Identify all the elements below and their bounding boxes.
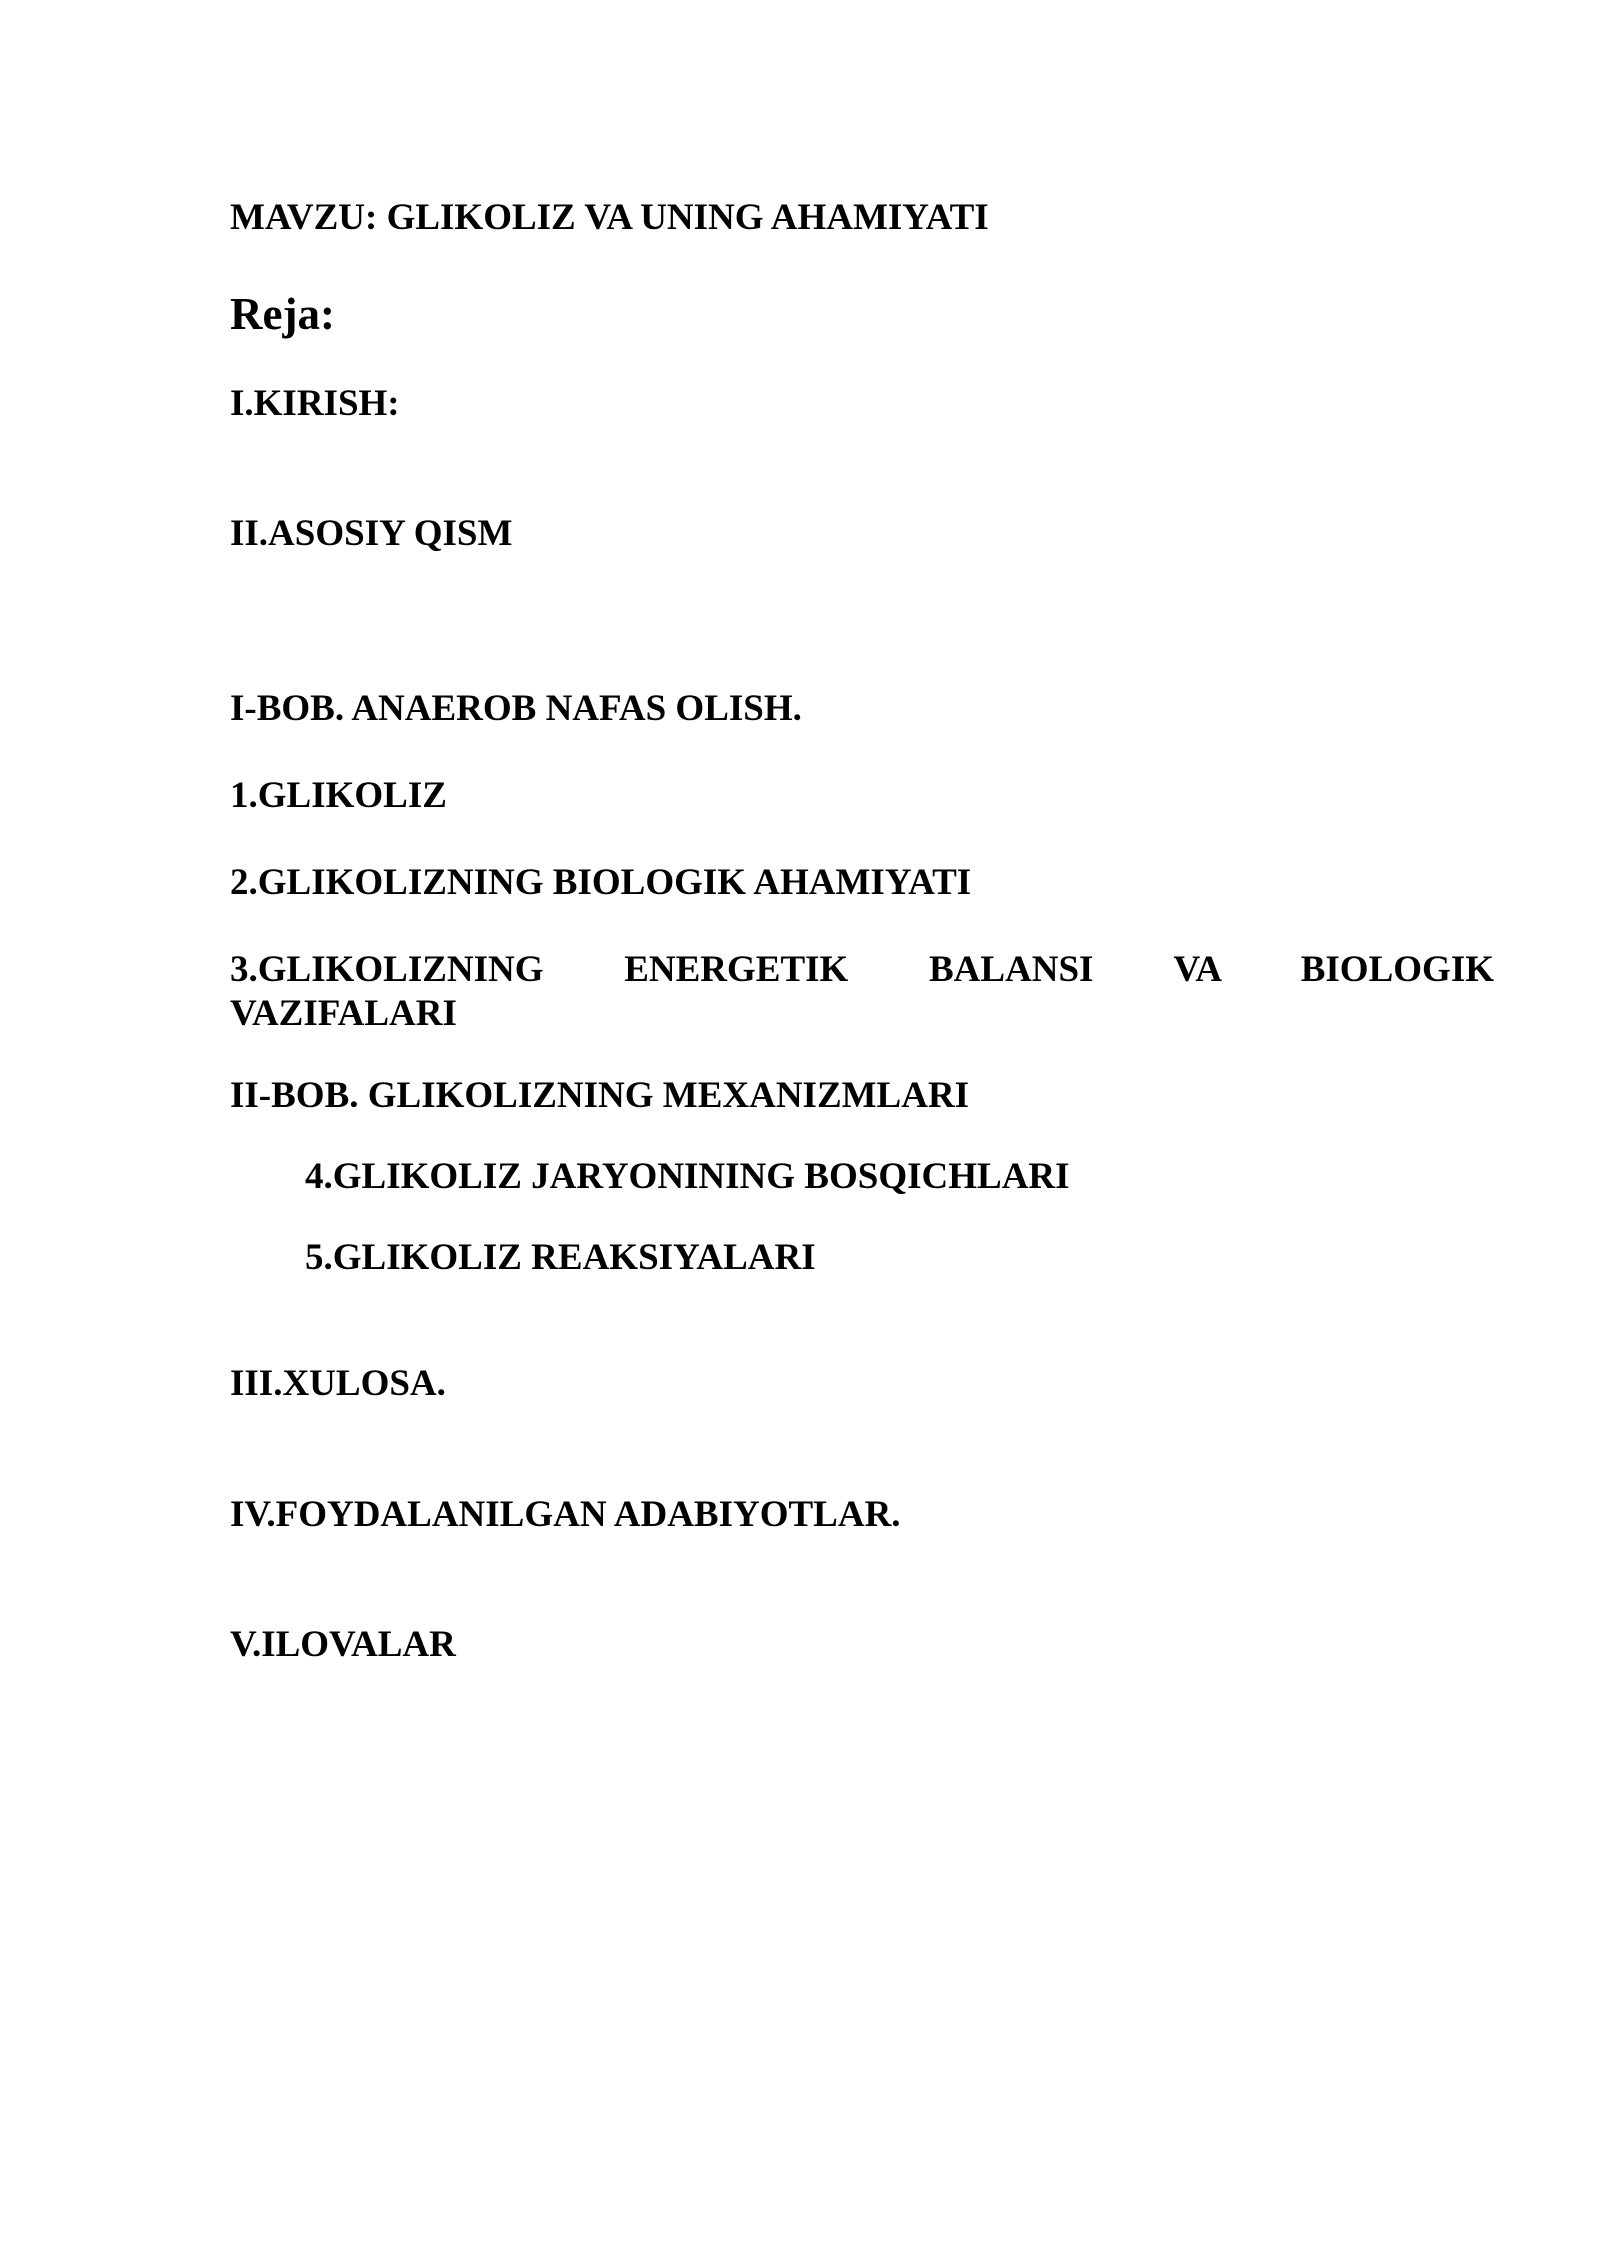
- plan-item-section-3: 3.GLIKOLIZNING ENERGETIK BALANSI VA BIOLOGIK: [230, 949, 1494, 990]
- plan-item-appendices: V.ILOVALAR: [230, 1624, 456, 1665]
- plan-item-introduction: I.KIRISH:: [230, 383, 400, 424]
- plan-item-references: IV.FOYDALANILGAN ADABIYOTLAR.: [230, 1494, 901, 1535]
- plan-item-section-5: 5.GLIKOLIZ REAKSIYALARI: [305, 1237, 816, 1278]
- plan-item-chapter-2: II-BOB. GLIKOLIZNING MEXANIZMLARI: [230, 1075, 970, 1116]
- plan-heading: Reja:: [230, 289, 335, 339]
- document-title: MAVZU: GLIKOLIZ VA UNING AHAMIYATI: [230, 197, 989, 238]
- plan-item-conclusion: III.XULOSA.: [230, 1363, 446, 1404]
- plan-item-section-3-continued: VAZIFALARI: [230, 993, 457, 1034]
- plan-item-main-part: II.ASOSIY QISM: [230, 513, 513, 554]
- plan-item-section-4: 4.GLIKOLIZ JARYONINING BOSQICHLARI: [305, 1156, 1070, 1197]
- plan-item-section-1: 1.GLIKOLIZ: [230, 775, 447, 816]
- plan-item-chapter-1: I-BOB. ANAEROB NAFAS OLISH.: [230, 688, 802, 729]
- plan-item-section-2: 2.GLIKOLIZNING BIOLOGIK AHAMIYATI: [230, 862, 972, 903]
